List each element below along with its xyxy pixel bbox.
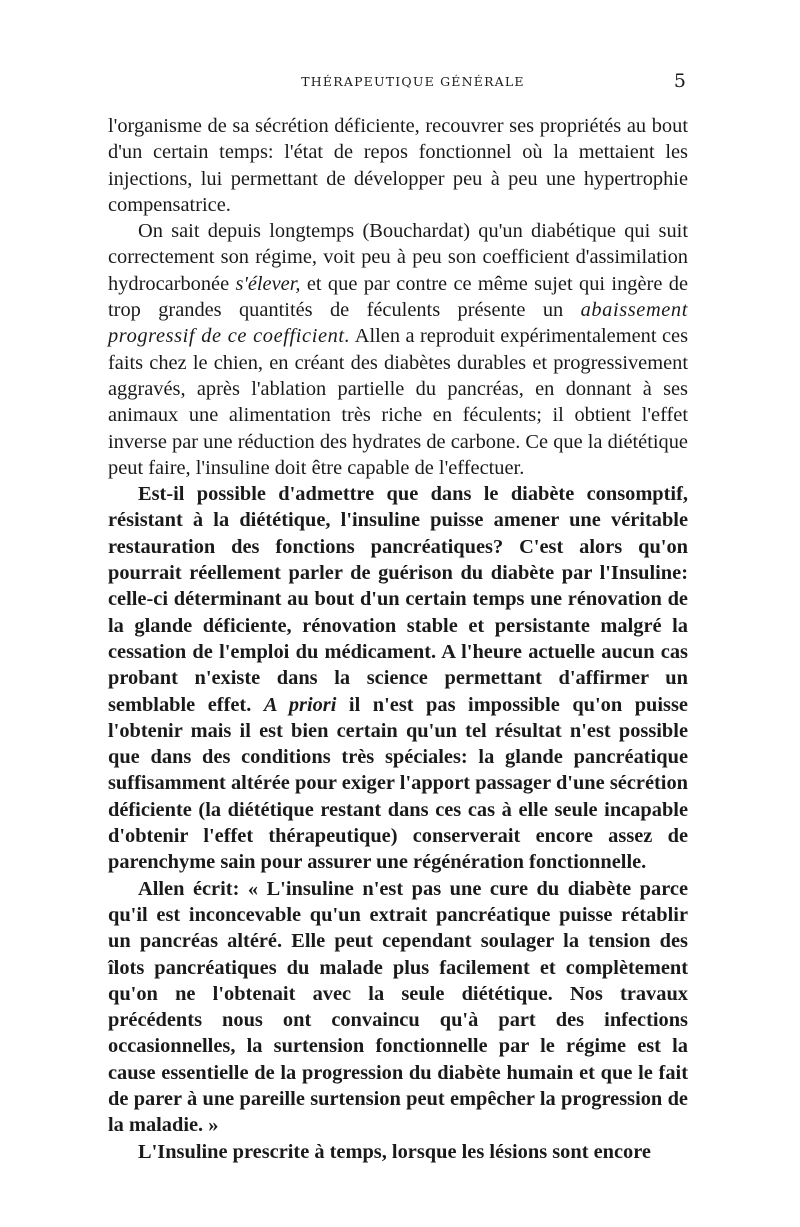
paragraph-3 xyxy=(108,481,688,875)
paragraph-4: Allen écrit: « L'insuline n'est pas une cure du diabète parce qu'il est inconcevable qu'un extrait pancréatique puisse rétablir un pancréas altéré. Elle peut cependant soulager la tension des îlots pancréatiques du malade plus facilement et complètement qu'on ne l'obtenait avec la seule diététique. Nos travaux précédents nous ont convaincu qu'à part des infections occasionnelles, la surtension fonctionnelle par le régime est la cause essentielle de la progression du diabète humain et que le fait de parer à une pareille surtension peut empêcher la progression de la maladie. » xyxy=(108,877,688,1137)
paragraph-2-text-a: On sait depuis longtemps (Bouchardat) qu'un diabétique qui suit correctement son régime, voit peu à peu son coefficient d'assimilation hydrocarbonée xyxy=(108,220,688,295)
running-title: THÉRAPEUTIQUE GÉNÉRALE xyxy=(301,74,525,89)
paragraph-3-emphasis-a-priori: A priori xyxy=(263,693,337,716)
paragraph-2-text-e: Allen a reproduit expérimentalement ces faits chez le chien, en créant des diabètes durables et progressivement aggravés, après l'ablation partielle du pancréas, en donnant à ses animaux une alimentation très riche en féculents; il obtient l'effet inverse par une réduction des hydrates de carbone. Ce que la diététique peut faire, l'insuline doit être capable de l'effectuer. xyxy=(108,325,688,479)
paragraph-3-text-c: il n'est pas impossible qu'on puisse l'obtenir mais il est bien certain qu'un tel résultat n'est possible que dans des conditions très spéciales: la glande pancréatique suffisamment altérée pour exiger l'apport passager d'une sécrétion déficiente (la diététique restant dans ces cas à elle seule incapable d'obtenir l'effet thérapeutique) conserverait encore assez de parenchyme sain pour assurer une régénération fonctionnelle. xyxy=(108,693,688,874)
paragraph-2-text-c: et que par contre ce même sujet qui ingère de trop grandes quantités de féculents présente un xyxy=(108,272,688,322)
page-number: 5 xyxy=(673,70,686,92)
paragraph-2-emphasis-abaissement: abaissement progressif de ce coefficient. xyxy=(108,299,688,348)
paragraph-3-text-a: Est-il possible d'admettre que dans le diabète consomptif, résistant à la diététique, l'insuline puisse amener une véritable restauration des fonctions pancréatiques? C'est alors qu'on pourrait réellement parler de guérison du diabète par l'Insuline: celle-ci déterminant au bout d'un certain temps une rénovation de la glande déficiente, rénovation stable et persistante malgré la cessation de l'emploi du médicament. A l'heure actuelle aucun cas probant n'existe dans la science permettant d'affirmer un semblable effet. xyxy=(108,483,688,716)
body-text xyxy=(108,113,688,1165)
page-header xyxy=(108,70,688,98)
paragraph-2-emphasis-elever: s'élever, xyxy=(235,272,301,295)
paragraph-1: l'organisme de sa sécrétion déficiente, recouvrer ses propriétés au bout d'un certain temps: l'état de repos fonctionnel où la mettaient les injections, lui permettant de développer peu à peu une hypertrophie compensatrice. xyxy=(108,115,688,216)
paragraph-5: L'Insuline prescrite à temps, lorsque les lésions sont encore xyxy=(138,1140,651,1163)
paragraph-2 xyxy=(108,218,688,481)
